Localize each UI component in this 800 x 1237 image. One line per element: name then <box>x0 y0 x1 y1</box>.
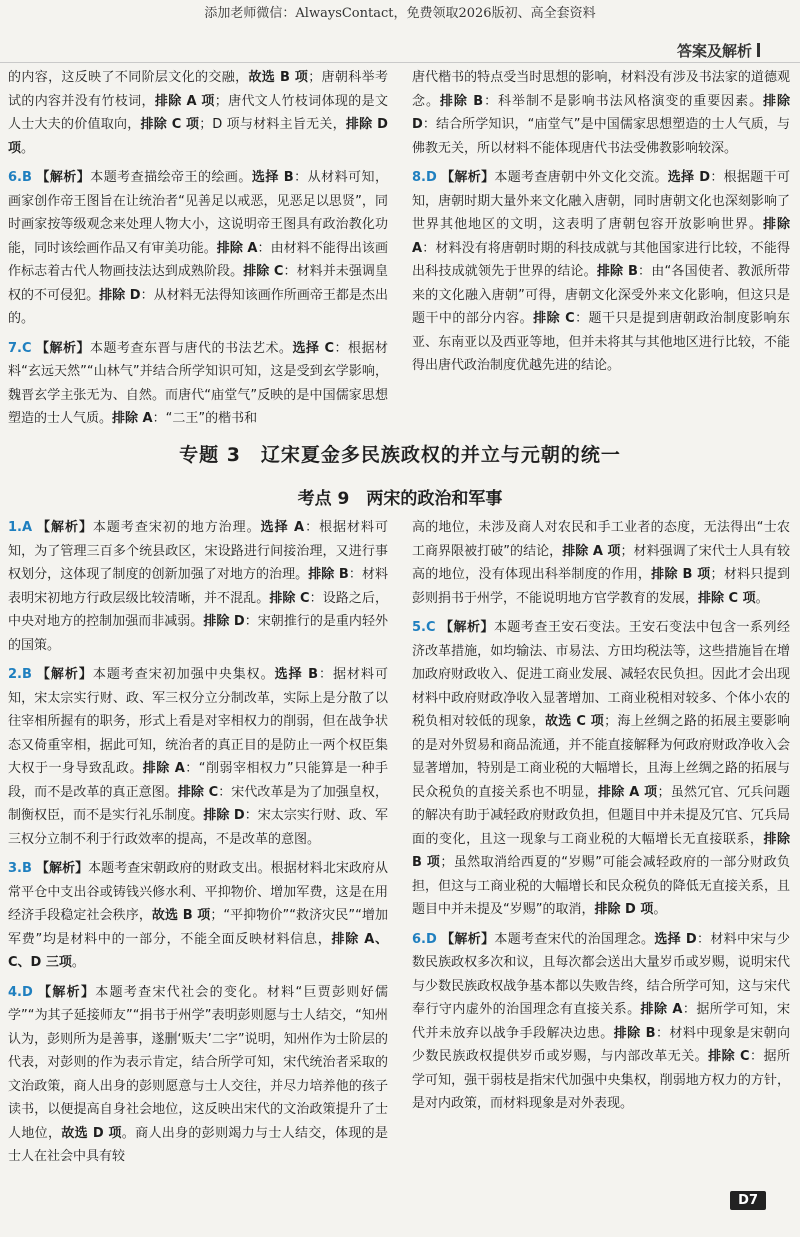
question-number: 5. <box>412 620 426 635</box>
keyword-text: 排除 A <box>142 761 185 776</box>
keyword-text: 排除 A 项 <box>597 784 658 800</box>
body-text: ：据材料可知，宋太宗实行财、政、军三权分立分制改革，实际上是分散了以往宰相所握有的职务，形式上看是对宰相权力的削弱，但在战争状态又倚重宰相，据此可知，统治者的真正目的是防止一两个权臣集大权于一身导致乱政。 <box>8 667 388 776</box>
page-number-badge: D7 <box>730 1191 766 1210</box>
keyword-text: 排除 D <box>412 93 790 132</box>
keyword-text: 排除 C 项 <box>140 117 200 132</box>
lower-right-column <box>412 516 790 1116</box>
body-text: ：根据材料可知，为了管理三百多个统县政区，宋设路进行间接治理，又进行事权划分，这体现了制度的创新加强了对地方的治理。 <box>8 520 388 582</box>
keyword-text: 选择 A <box>260 520 305 535</box>
body-text: 本题考查描绘帝王的绘画。 <box>90 170 252 185</box>
answer-letter: D <box>425 931 437 947</box>
keyword-text: 排除 C 项 <box>698 590 756 606</box>
body-text: ：宋朝推行的是重内轻外的国策。 <box>8 614 388 653</box>
answer-letter: B <box>21 861 32 876</box>
question-number: 1. <box>8 520 22 535</box>
body-text: ；虽然取消给西夏的“岁赐”可能会减轻政府的一部分财政负担，但这与工商业税的大幅增长和民众税负的降低无直接关系，且题目中并未提及“岁赐”的取消， <box>412 855 790 917</box>
header-bar-mark <box>757 43 760 57</box>
keyword-text: 排除 D <box>203 808 245 823</box>
keyword-text: 排除 D 项 <box>8 117 388 156</box>
body-text: 。 <box>71 955 85 970</box>
keyword-text: 排除 C <box>177 784 219 800</box>
answer-item <box>412 66 790 160</box>
body-text: ：设路之后，中央对地方的控制加强而非减弱。 <box>8 590 388 629</box>
keyword-text: 【解析】 <box>35 340 91 356</box>
keyword-text: 故选 D 项 <box>61 1125 122 1141</box>
body-text: ：根据题干可知，唐朝时期大量外来文化融入唐朝，同时唐朝文化也深刻影响了世界其他地区的文明，这表明了唐朝包容开放影响世界。 <box>412 170 790 232</box>
keyword-text: 【解析】 <box>35 667 93 682</box>
lower-left-column <box>8 516 388 1169</box>
body-text: 高的地位，未涉及商人对农民和手工业者的态度，无法得出“士农工商界限被打破”的结论， <box>412 520 790 559</box>
body-text: 本题考查宋初加强中央集权。 <box>92 667 275 682</box>
body-text: ：根据材料“玄远天然”“山林气”并结合所学知识可知，这是受到玄学影响，魏晋玄学主张无为、自然。而唐代“庙堂气”反映的是中国儒家思想塑造的士人气质。 <box>8 340 388 426</box>
header-divider <box>0 62 800 63</box>
body-text: ：从材料可知，画家创作帝王图旨在让统治者“见善足以戒恶，见恶足以思贤”，同时画家按等级观念来处理人物大小，这说明帝王图具有政治教化功能，同时该绘画作品又有审美功能。 <box>8 170 388 256</box>
body-text: ；唐朝科举考试的内容并没有竹枝词， <box>8 70 388 109</box>
keyword-text: 排除 A 项 <box>154 93 215 109</box>
body-text: ：从材料无法得知该画作所画帝王都是杰出的。 <box>8 287 388 326</box>
body-text: 唐代楷书的特点受当时思想的影响，材料没有涉及书法家的道德观念。 <box>412 70 790 109</box>
keyword-text: 选择 D <box>667 170 710 185</box>
answer-item <box>8 516 388 657</box>
keyword-text: 排除 B <box>613 1025 656 1041</box>
question-number: 4. <box>8 984 22 1000</box>
body-text: ；“平抑物价”“救济灾民”“增加军费”均是材料中的一部分，不能全面反映材料信息， <box>8 908 388 947</box>
keyword-text: 排除 A <box>112 411 153 426</box>
body-text: 本题考查宋代的治国理念。 <box>494 931 655 947</box>
keyword-text: 排除 A 项 <box>562 543 621 559</box>
answer-item <box>8 981 388 1169</box>
body-text: 本题考查宋初的地方治理。 <box>92 520 261 535</box>
keyword-text: 【解析】 <box>35 861 89 876</box>
body-text: ：材料中宋与少数民族政权多次和议，且每次都会送出大量岁币或岁赐，说明宋代与少数民族政权战争基本都以失败告终，结合所学可知，这与宋代奉行守内虚外的治国理念有直接关系。 <box>412 931 790 1017</box>
body-text: 。 <box>653 902 667 917</box>
body-text: ：据所学可知，强干弱枝是指宋代加强中央集权，削弱地方权力的方针，是对内政策，而材料现象是对外表现。 <box>412 1049 790 1111</box>
answer-letter: A <box>21 520 33 535</box>
body-text: 。商人出身的彭则竭力与士人结交，体现的是士人在社会中具有较 <box>8 1125 388 1164</box>
answer-item <box>8 663 388 851</box>
answer-item <box>8 857 388 975</box>
keyword-text: 排除 C <box>533 311 575 326</box>
body-text: ：“二王”的楷书和 <box>152 411 258 426</box>
keyword-text: 故选 B 项 <box>151 908 211 923</box>
body-text: ：材料表明宋初地方行政层级比较清晰，并不混乱。 <box>8 567 388 606</box>
body-text: ：由材料不能得出该画作标志着古代人物画技法达到成熟阶段。 <box>8 240 388 279</box>
body-text: 本题考查东晋与唐代的书法艺术。 <box>90 340 293 356</box>
body-text: 的内容，这反映了不同阶层文化的交融， <box>8 70 249 85</box>
answer-letter: D <box>425 170 437 185</box>
answer-section-label-text: 答案及解析 <box>676 42 752 60</box>
answer-letter: C <box>21 340 32 356</box>
keyword-text: 排除 D 项 <box>594 902 654 917</box>
keyword-text: 【解析】 <box>440 170 495 185</box>
keyword-text: 排除 A、C、D 三项 <box>8 931 388 970</box>
promo-header-note: 添加老师微信：AlwaysContact，免费领取2026版初、高全套资料 <box>204 6 596 21</box>
body-text: ；虽然冗官、冗兵问题的解决有助于减轻政府财政负担，但题目中并未提及冗官、冗兵局面的变化，且这一现象与工商业税的大幅增长无直接联系， <box>412 784 790 847</box>
keyword-text: 选择 C <box>292 340 334 356</box>
question-number: 7. <box>8 340 22 356</box>
answer-item <box>8 166 388 331</box>
body-text: ：宋太宗实行财、政、军三权分立制不利于行政效率的提高，不是改革的意图。 <box>8 808 388 847</box>
keyword-text: 排除 D <box>99 287 141 303</box>
answer-item <box>412 166 790 378</box>
keyword-text: 【解析】 <box>35 170 91 185</box>
body-text: ；材料强调了宋代士人具有较高的地位，没有体现出科举制度的作用， <box>412 543 790 582</box>
question-number: 8. <box>412 170 426 185</box>
body-text: ；材料只提到彭则捐书于州学，不能说明地方官学教育的发展， <box>412 567 790 606</box>
keyword-text: 【解析】 <box>36 984 96 1000</box>
keyword-text: 排除 C <box>243 264 284 279</box>
keyword-text: 排除 A <box>640 1002 683 1017</box>
keyword-text: 排除 B 项 <box>412 831 790 870</box>
body-text: 本题考查唐朝中外文化交流。 <box>494 170 668 185</box>
keyword-text: 排除 A <box>216 240 258 256</box>
section-title: 考点 9 两宋的政治和军事 <box>297 489 503 509</box>
keyword-text: 选择 B <box>274 667 319 682</box>
body-text: ：材料没有将唐朝时期的科技成就与其他国家进行比较，不能得出科技成就领先于世界的结论。 <box>412 240 790 279</box>
body-text: 本题考查宋朝政府的财政支出。根据材料北宋政府从常平仓中支出谷或铸钱兴修水利、平抑物价、增加军费，这是在用经济手段稳定社会秩序， <box>8 861 388 923</box>
answer-item <box>8 66 388 160</box>
keyword-text: 排除 C <box>269 590 310 606</box>
keyword-text: 排除 C <box>708 1049 750 1064</box>
body-text: ：宋代改革是为了加强皇权，制衡权臣，而不是实行礼乐制度。 <box>8 784 388 823</box>
question-number: 6. <box>412 931 426 947</box>
question-number: 2. <box>8 667 22 682</box>
answer-letter: B <box>21 170 32 185</box>
question-number: 3. <box>8 861 22 876</box>
body-text: 本题考查王安石变法。王安石变法中包含一系列经济改革措施，如均输法、市易法、方田均税法等，这些措施旨在增加政府财政收入、促进工商业发展、减轻农民负担。因此才会出现材料中政府财政净收入显著增加、工商业税相对较多、个体小农的税负相对较低的现象， <box>412 620 790 729</box>
answer-letter: D <box>21 984 33 1000</box>
keyword-text: 选择 B <box>251 170 294 185</box>
upper-right-column <box>412 66 790 378</box>
body-text: ：据所学可知，宋代并未放弃以战争手段解决边患。 <box>412 1002 790 1041</box>
keyword-text: 排除 D <box>203 614 245 629</box>
keyword-text: 排除 B <box>596 264 638 279</box>
answer-item <box>412 516 790 610</box>
answer-item <box>8 337 388 431</box>
answer-item <box>412 928 790 1116</box>
keyword-text: 【解析】 <box>36 520 93 535</box>
answer-section-label <box>677 40 760 61</box>
body-text: ；海上丝绸之路的拓展主要影响的是对外贸易和商品流通，并不能直接解释为何政府财政净收入会显著增加，特别是工商业税的大幅增长，且海上丝绸之路的拓展与民众税负的直接关系也不明显， <box>412 714 790 800</box>
keyword-text: 故选 C 项 <box>545 714 605 729</box>
body-text: 。 <box>755 590 769 606</box>
body-text: ：题干只是提到唐朝政治制度影响东亚、东南亚以及西亚等地，但并未将其与其他地区进行比较，不能得出唐代政治制度优越先进的结论。 <box>412 311 790 373</box>
body-text: ：科举制不是影响书法风格演变的重要因素。 <box>483 93 764 109</box>
keyword-text: 排除 B 项 <box>651 567 711 582</box>
body-text: ：“削弱宰相权力”只能算是一种手段，而不是改革的真正意图。 <box>8 761 388 800</box>
body-text: ：材料中现象是宋朝向少数民族政权提供岁币或岁赐，与内部改革无关。 <box>412 1025 790 1064</box>
keyword-text: 排除 B <box>439 93 484 109</box>
body-text: ：由“各国使者、教派所带来的文化融入唐朝”可得，唐朝文化深受外来文化影响，但这只是题干中的部分内容。 <box>412 264 790 326</box>
keyword-text: 【解析】 <box>440 931 495 947</box>
keyword-text: 排除 A <box>412 217 790 256</box>
keyword-text: 选择 D <box>654 931 697 947</box>
answer-item <box>412 616 790 922</box>
keyword-text: 排除 B <box>308 567 349 582</box>
body-text: ：结合所学知识，“庙堂气”是中国儒家思想塑造的士人气质，与佛教无关，所以材料不能体现唐代书法受佛教影响较深。 <box>412 117 790 156</box>
answer-letter: B <box>21 667 32 682</box>
body-text: 。 <box>21 140 35 156</box>
keyword-text: 故选 B 项 <box>248 70 309 85</box>
answer-letter: C <box>425 620 436 635</box>
body-text: ：材料并未强调皇权的不可侵犯。 <box>8 264 388 303</box>
body-text: ；D 项与材料主旨无关， <box>199 117 346 132</box>
body-text: ；唐代文人竹枝词体现的是文人士大夫的价值取向， <box>8 93 388 132</box>
upper-left-column <box>8 66 388 431</box>
body-text: 本题考查宋代社会的变化。材料“巨贾彭则好儒学”“为其子延接师友”“捐书于州学”表明彭则愿与士人结交，“知州认为，彭则所为是善事，遂删‘贩夫’二字”说明，知州作为士阶层的代表，对彭则的作为表示肯定，结合所学可知，宋代统治者采取的文治政策，商人出身的彭则愿意与士人交往，并尽力培养他的孩子读书，以便提高自身社会地位，这反映出宋代的文治政策提升了士人地位， <box>8 984 388 1141</box>
question-number: 6. <box>8 170 22 185</box>
keyword-text: 【解析】 <box>439 620 494 635</box>
topic-title: 专题 3 辽宋夏金多民族政权的并立与元朝的统一 <box>179 444 621 466</box>
